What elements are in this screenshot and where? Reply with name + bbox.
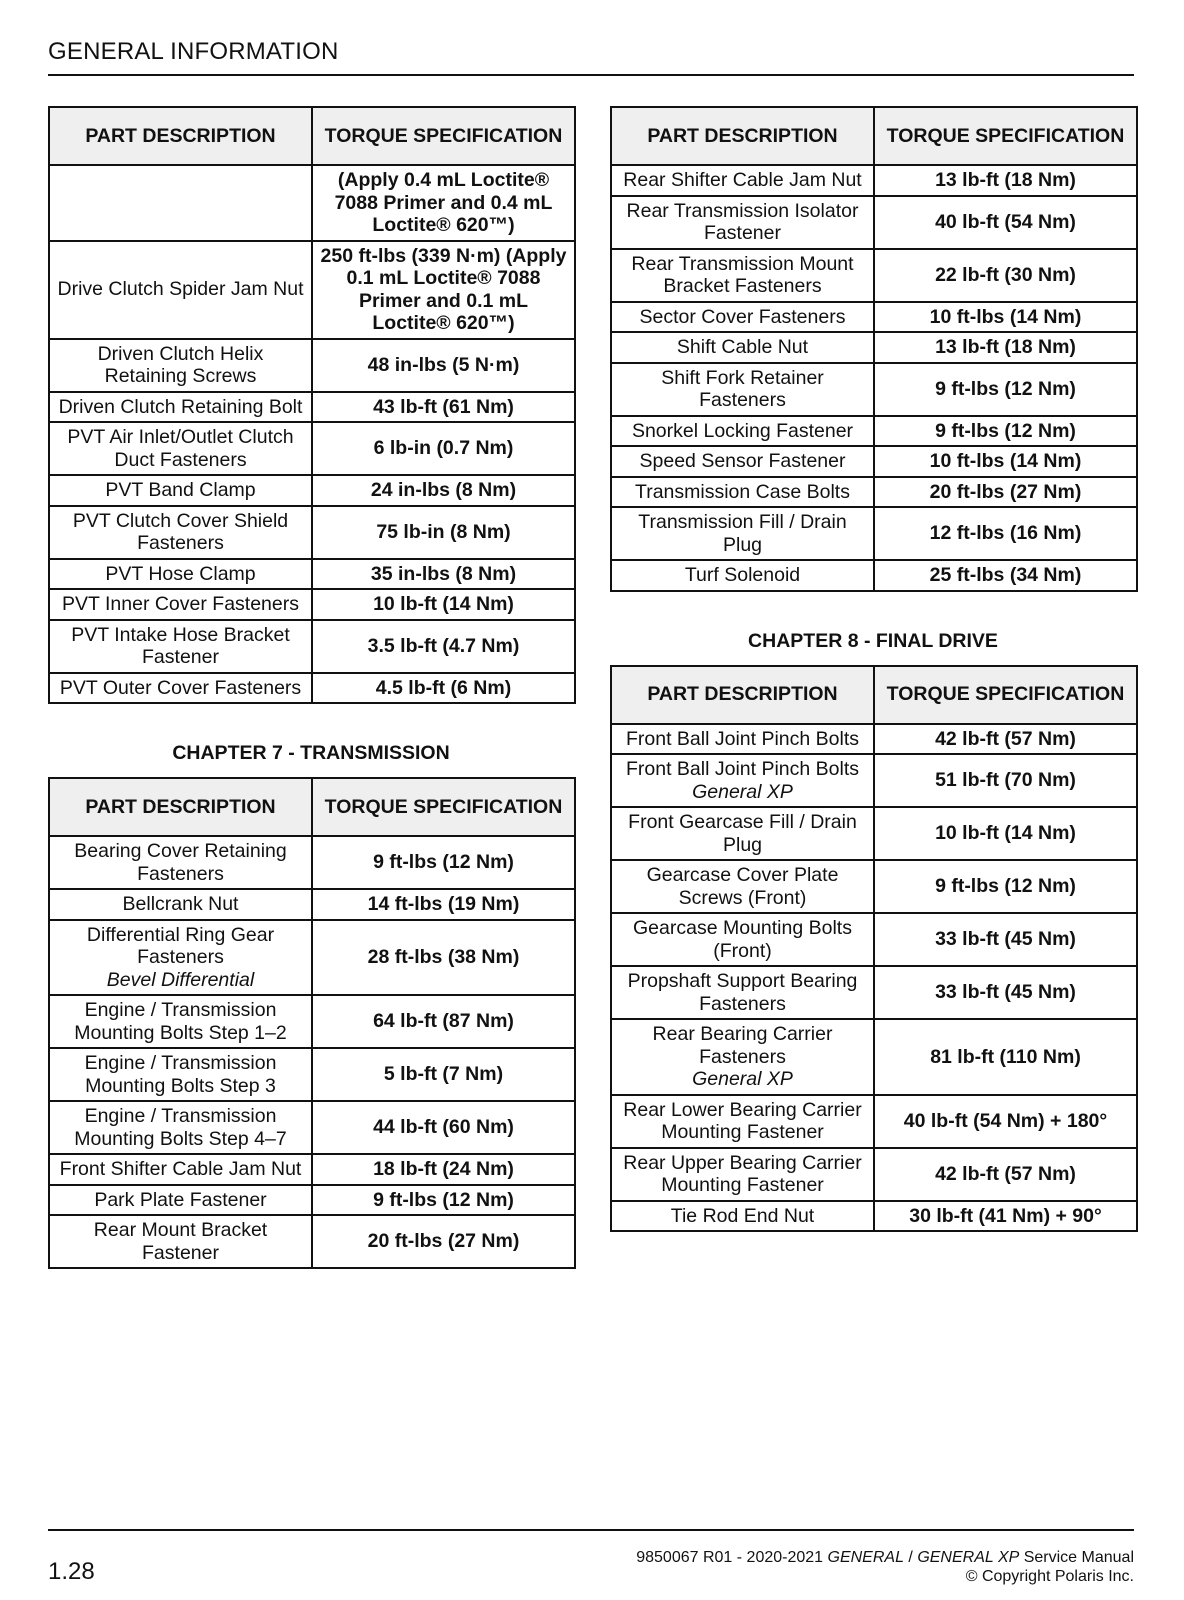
part-description-cell [611, 1019, 874, 1095]
part-description-header: PART DESCRIPTION [611, 666, 874, 724]
table-row [611, 560, 1137, 591]
table-header-row [611, 107, 1137, 165]
table-row [49, 241, 575, 339]
part-name: Driven Clutch Retaining Bolt [58, 395, 303, 418]
torque-value-cell: 75 lb-in (8 Nm) [312, 506, 575, 559]
torque-value-cell: 250 ft-lbs (339 N·m) (Apply 0.1 mL Loctite® 7088 Primer and 0.1 mL Loctite® 620™) [312, 241, 575, 339]
table-row [611, 416, 1137, 447]
torque-value-cell: 6 lb-in (0.7 Nm) [312, 422, 575, 475]
part-name: Bearing Cover Retaining Fasteners [74, 840, 287, 885]
part-description-cell [611, 807, 874, 860]
part-description-cell [611, 860, 874, 913]
part-name: Turf Solenoid [684, 564, 801, 586]
table-row [49, 422, 575, 475]
table-row [611, 913, 1137, 966]
part-name: PVT Inner Cover Fasteners [62, 593, 299, 615]
torque-table-continued [48, 106, 576, 704]
torque-value-cell: 3.5 lb-ft (4.7 Nm) [312, 620, 575, 673]
torque-value-cell: (Apply 0.4 mL Loctite® 7088 Primer and 0.4 mL Loctite® 620™) [312, 165, 575, 241]
manual-title [636, 1548, 1134, 1567]
torque-value-cell: 22 lb-ft (30 Nm) [874, 249, 1137, 302]
part-name: Front Ball Joint Pinch Bolts [625, 758, 860, 780]
table-row [49, 920, 575, 996]
part-description-cell [611, 1201, 874, 1232]
table-row [611, 860, 1137, 913]
part-description-cell [49, 506, 312, 559]
part-name: Rear Lower Bearing Carrier Mounting Fastener [623, 1098, 862, 1143]
table-header-row [611, 666, 1137, 724]
part-name: Rear Mount Bracket Fastener [93, 1219, 268, 1264]
part-name: Differential Ring Gear Fasteners [86, 923, 275, 968]
right-column [610, 106, 1136, 1232]
part-description-cell [49, 673, 312, 704]
table-row [611, 724, 1137, 755]
part-name: Propshaft Support Bearing Fasteners [627, 970, 858, 1015]
table-row [49, 1101, 575, 1154]
header-rule [48, 74, 1134, 76]
torque-value-cell: 9 ft-lbs (12 Nm) [874, 363, 1137, 416]
table-row [49, 1154, 575, 1185]
part-description-cell [49, 1154, 312, 1185]
part-description-header: PART DESCRIPTION [49, 778, 312, 836]
table-row [611, 807, 1137, 860]
part-description-cell [49, 620, 312, 673]
table-row [611, 249, 1137, 302]
part-name: PVT Band Clamp [105, 479, 256, 501]
table-row [611, 165, 1137, 196]
part-description-cell [49, 589, 312, 620]
left-column [48, 106, 574, 1269]
part-description-cell [611, 249, 874, 302]
torque-value-cell: 10 lb-ft (14 Nm) [312, 589, 575, 620]
part-description-cell [49, 241, 312, 339]
part-description-cell [611, 165, 874, 196]
part-name: Sector Cover Fasteners [639, 305, 846, 328]
table-row [49, 620, 575, 673]
manual-suffix: Service Manual [1019, 1549, 1134, 1566]
torque-value-cell: 13 lb-ft (18 Nm) [874, 165, 1137, 196]
model-separator: / [903, 1549, 918, 1566]
part-description-cell [49, 339, 312, 392]
torque-value-cell: 81 lb-ft (110 Nm) [874, 1019, 1137, 1095]
table-row [611, 363, 1137, 416]
table-row [49, 506, 575, 559]
part-description-cell [49, 889, 312, 920]
chapter-7-torque-table-continued [610, 106, 1138, 592]
part-description-cell [611, 332, 874, 363]
part-description-cell [611, 913, 874, 966]
part-description-cell [49, 1185, 312, 1216]
part-name: Shift Cable Nut [676, 336, 809, 358]
part-name: Rear Transmission Isolator Fastener [626, 199, 859, 244]
torque-value-cell: 5 lb-ft (7 Nm) [312, 1048, 575, 1101]
chapter-8-title: CHAPTER 8 - FINAL DRIVE [748, 629, 998, 652]
page-header-title: GENERAL INFORMATION [48, 38, 339, 65]
part-name: Drive Clutch Spider Jam Nut [57, 278, 304, 301]
model-name: GENERAL [827, 1549, 904, 1566]
footer-manual-info [636, 1548, 1134, 1586]
table-row [49, 392, 575, 423]
torque-value-cell: 10 ft-lbs (14 Nm) [874, 446, 1137, 477]
part-name: Rear Bearing Carrier Fasteners [652, 1023, 833, 1068]
model-variant: General XP [692, 780, 793, 803]
torque-value-cell: 12 ft-lbs (16 Nm) [874, 507, 1137, 560]
table-row [611, 507, 1137, 560]
part-description-cell [49, 422, 312, 475]
table-row [49, 1185, 575, 1216]
part-name: Rear Shifter Cable Jam Nut [623, 169, 862, 191]
torque-value-cell: 9 ft-lbs (12 Nm) [874, 416, 1137, 447]
copyright: © Copyright Polaris Inc. [965, 1568, 1134, 1585]
part-name: Rear Upper Bearing Carrier Mounting Fastener [623, 1151, 862, 1196]
part-name: PVT Outer Cover Fasteners [59, 676, 302, 699]
part-description-cell [611, 507, 874, 560]
table-row [49, 889, 575, 920]
part-description-cell [611, 1148, 874, 1201]
table-header-row [49, 107, 575, 165]
part-description-cell [49, 1215, 312, 1268]
part-description-cell [611, 1095, 874, 1148]
part-description-cell [49, 559, 312, 590]
table-row [611, 1148, 1137, 1201]
part-description-cell [611, 363, 874, 416]
chapter-7-torque-table [48, 777, 576, 1269]
part-name: PVT Air Inlet/Outlet Clutch Duct Fasteners [67, 426, 294, 471]
part-name: Transmission Fill / Drain Plug [638, 511, 847, 556]
torque-value-cell: 13 lb-ft (18 Nm) [874, 332, 1137, 363]
torque-value-cell: 14 ft-lbs (19 Nm) [312, 889, 575, 920]
chapter-7-title: CHAPTER 7 - TRANSMISSION [172, 742, 450, 764]
torque-value-cell: 18 lb-ft (24 Nm) [312, 1154, 575, 1185]
part-name: PVT Intake Hose Bracket Fastener [71, 623, 290, 668]
model-variant: Bevel Differential [106, 968, 255, 991]
model-variant: General XP [692, 1068, 793, 1090]
torque-value-cell: 42 lb-ft (57 Nm) [874, 724, 1137, 755]
part-description-cell [611, 196, 874, 249]
part-description-cell [611, 966, 874, 1019]
torque-value-cell: 40 lb-ft (54 Nm) [874, 196, 1137, 249]
part-description-cell [611, 477, 874, 508]
torque-value-cell: 20 ft-lbs (27 Nm) [874, 477, 1137, 508]
torque-value-cell: 28 ft-lbs (38 Nm) [312, 920, 575, 996]
part-description-header: PART DESCRIPTION [49, 107, 312, 165]
model-name-xp: GENERAL XP [917, 1549, 1020, 1566]
part-name: Driven Clutch Helix Retaining Screws [97, 342, 264, 387]
table-row [611, 1201, 1137, 1232]
part-description-cell [611, 754, 874, 807]
part-description-cell [611, 560, 874, 591]
part-name: Snorkel Locking Fastener [631, 419, 854, 442]
part-name: Gearcase Mounting Bolts (Front) [633, 917, 852, 962]
part-name: Speed Sensor Fastener [639, 450, 846, 472]
table-row [611, 1095, 1137, 1148]
torque-value-cell: 40 lb-ft (54 Nm) + 180° [874, 1095, 1137, 1148]
part-name: Front Ball Joint Pinch Bolts [625, 727, 860, 750]
torque-specification-header: TORQUE SPECIFICATION [312, 778, 575, 836]
torque-value-cell: 9 ft-lbs (12 Nm) [874, 860, 1137, 913]
torque-value-cell: 64 lb-ft (87 Nm) [312, 995, 575, 1048]
table-row [611, 332, 1137, 363]
part-name: Transmission Case Bolts [635, 480, 850, 503]
table-row [611, 754, 1137, 807]
torque-value-cell: 48 in-lbs (5 N·m) [312, 339, 575, 392]
table-row [49, 673, 575, 704]
torque-value-cell: 10 ft-lbs (14 Nm) [874, 302, 1137, 333]
page-number: 1.28 [48, 1558, 95, 1585]
part-name: PVT Clutch Cover Shield Fasteners [72, 509, 289, 554]
torque-value-cell: 43 lb-ft (61 Nm) [312, 392, 575, 423]
torque-value-cell: 30 lb-ft (41 Nm) + 90° [874, 1201, 1137, 1232]
torque-value-cell: 24 in-lbs (8 Nm) [312, 475, 575, 506]
torque-specification-header: TORQUE SPECIFICATION [312, 107, 575, 165]
table-row [49, 589, 575, 620]
torque-specification-header: TORQUE SPECIFICATION [874, 107, 1137, 165]
part-description-cell [49, 475, 312, 506]
part-name: Rear Transmission Mount Bracket Fasteners [631, 252, 854, 297]
table-row [49, 995, 575, 1048]
part-name: Tie Rod End Nut [670, 1204, 815, 1227]
part-name: PVT Hose Clamp [105, 562, 256, 585]
torque-value-cell: 9 ft-lbs (12 Nm) [312, 1185, 575, 1216]
torque-value-cell: 42 lb-ft (57 Nm) [874, 1148, 1137, 1201]
manual-id: 9850067 R01 - 2020-2021 [636, 1549, 828, 1566]
part-description-cell [49, 1048, 312, 1101]
part-description-cell [611, 302, 874, 333]
torque-specification-header: TORQUE SPECIFICATION [874, 666, 1137, 724]
table-row [611, 302, 1137, 333]
part-name: Engine / Transmission Mounting Bolts Step 3 [84, 1052, 277, 1097]
part-description-cell [611, 446, 874, 477]
part-name: Front Shifter Cable Jam Nut [59, 1158, 302, 1180]
table-row [49, 475, 575, 506]
torque-value-cell: 4.5 lb-ft (6 Nm) [312, 673, 575, 704]
part-description-cell [611, 416, 874, 447]
table-row [611, 477, 1137, 508]
table-row [49, 1215, 575, 1268]
torque-value-cell: 51 lb-ft (70 Nm) [874, 754, 1137, 807]
table-row [49, 559, 575, 590]
part-description-header: PART DESCRIPTION [611, 107, 874, 165]
part-name: Park Plate Fastener [94, 1188, 267, 1211]
footer-rule [48, 1529, 1134, 1531]
part-name: Front Gearcase Fill / Drain Plug [628, 811, 857, 856]
part-description-cell [49, 995, 312, 1048]
part-description-cell [49, 836, 312, 889]
chapter-8-torque-table [610, 665, 1138, 1233]
table-row [49, 836, 575, 889]
part-name: Bellcrank Nut [122, 893, 239, 915]
part-name: Shift Fork Retainer Fasteners [661, 366, 824, 411]
part-description-cell [49, 1101, 312, 1154]
table-row [611, 446, 1137, 477]
part-description-cell [49, 920, 312, 996]
table-row [611, 1019, 1137, 1095]
part-description-cell [611, 724, 874, 755]
table-row [611, 966, 1137, 1019]
torque-value-cell: 33 lb-ft (45 Nm) [874, 913, 1137, 966]
torque-value-cell: 33 lb-ft (45 Nm) [874, 966, 1137, 1019]
part-description-cell [49, 392, 312, 423]
torque-value-cell: 20 ft-lbs (27 Nm) [312, 1215, 575, 1268]
part-description-cell [49, 165, 312, 241]
table-row [611, 196, 1137, 249]
table-row [49, 339, 575, 392]
torque-value-cell: 25 ft-lbs (34 Nm) [874, 560, 1137, 591]
torque-value-cell: 35 in-lbs (8 Nm) [312, 559, 575, 590]
part-name: Gearcase Cover Plate Screws (Front) [646, 864, 839, 909]
table-row [49, 1048, 575, 1101]
table-row [49, 165, 575, 241]
table-header-row [49, 778, 575, 836]
torque-value-cell: 9 ft-lbs (12 Nm) [312, 836, 575, 889]
torque-value-cell: 10 lb-ft (14 Nm) [874, 807, 1137, 860]
part-name: Engine / Transmission Mounting Bolts Step 4–7 [74, 1105, 287, 1150]
torque-value-cell: 44 lb-ft (60 Nm) [312, 1101, 575, 1154]
part-name: Engine / Transmission Mounting Bolts Step 1–2 [74, 999, 287, 1044]
